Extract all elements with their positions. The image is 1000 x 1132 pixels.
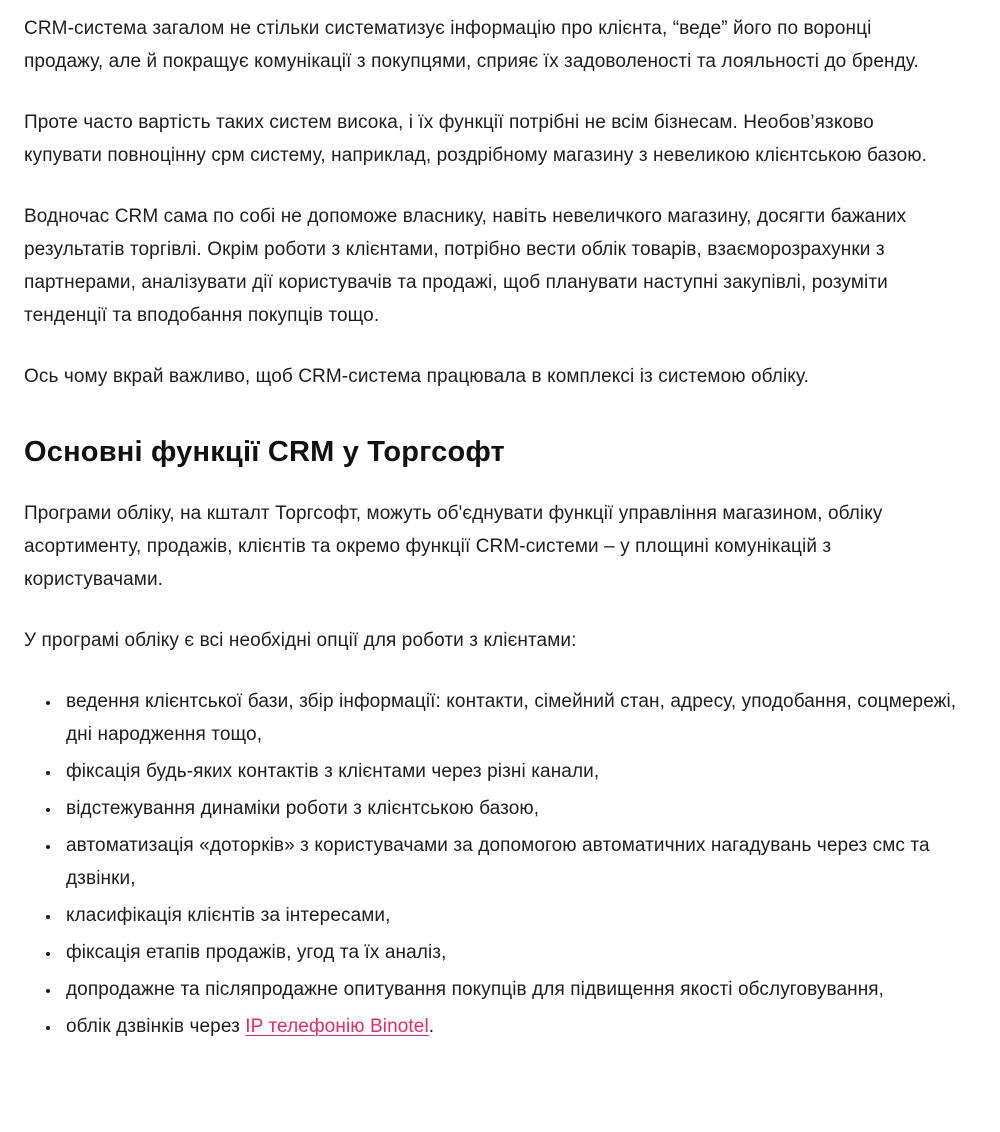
list-item-client-base: • ведення клієнтської бази, збір інформації: контакти, сімейний стан, адресу, уподобання, соцмережі, дні народження тощо, [61, 685, 976, 751]
list-item-surveys: • допродажне та післяпродажне опитування покупців для підвищення якості обслуговування, [61, 973, 976, 1006]
paragraph-intro-4: Ось чому вкрай важливо, щоб CRM-система працювала в комплексі із системою обліку. [24, 366, 809, 387]
paragraph-intro-2: Проте часто вартість таких систем висока, і їх функції потрібні не всім бізнесам. Необов’язково купувати повноцінну срм систему, наприклад, роздрібному магазину з невеликою клієнтською базою. [24, 112, 927, 166]
list-item-dynamics-tracking: • відстежування динаміки роботи з клієнтською базою, [61, 792, 976, 825]
paragraph-intro-1: CRM-система загалом не стільки систематизує інформацію про клієнта, “веде” його по воронці продажу, але й покращує комунікації з покупцями, сприяє їх задоволеності та лояльності до бренду. [24, 18, 919, 72]
list-item-contacts-fixation: • фіксація будь-яких контактів з клієнтами через різні канали, [61, 755, 976, 788]
call-accounting-text: облік дзвінків через [66, 1016, 246, 1037]
list-item-sales-stages: • фіксація етапів продажів, угод та їх аналіз, [61, 936, 976, 969]
list-item-touch-automation: • автоматизація «доторків» з користувачами за допомогою автоматичних нагадувань через смс та дзвінки, [61, 829, 976, 895]
list-item-call-accounting [61, 1010, 976, 1043]
paragraph-section-2: У програмі обліку є всі необхідні опції для роботи з клієнтами: [24, 630, 577, 651]
section-heading: Основні функції CRM у Торгсофт [24, 436, 505, 468]
paragraph-section-1: Програми обліку, на кшталт Торгсофт, можуть об'єднувати функції управління магазином, обліку асортименту, продажів, клієнтів та окремо функції CRM-системи – у площині комунікацій з користувачами. [24, 503, 883, 590]
paragraph-intro-3: Водночас CRM сама по собі не допоможе власнику, навіть невеличкого магазину, досягти бажаних результатів торгівлі. Окрім роботи з клієнтами, потрібно вести облік товарів, взаєморозрахунки з партнерами, аналізувати дії користувачів та продажі, щоб планувати наступні закупівлі, розуміти тенденції та вподобання покупців тощо. [24, 206, 907, 326]
call-accounting-period: . [428, 1016, 435, 1037]
list-item-client-classification: • класифікація клієнтів за інтересами, [61, 899, 976, 932]
binotel-link[interactable]: IP телефонію Binotel [245, 1016, 429, 1037]
features-list [24, 685, 976, 1043]
